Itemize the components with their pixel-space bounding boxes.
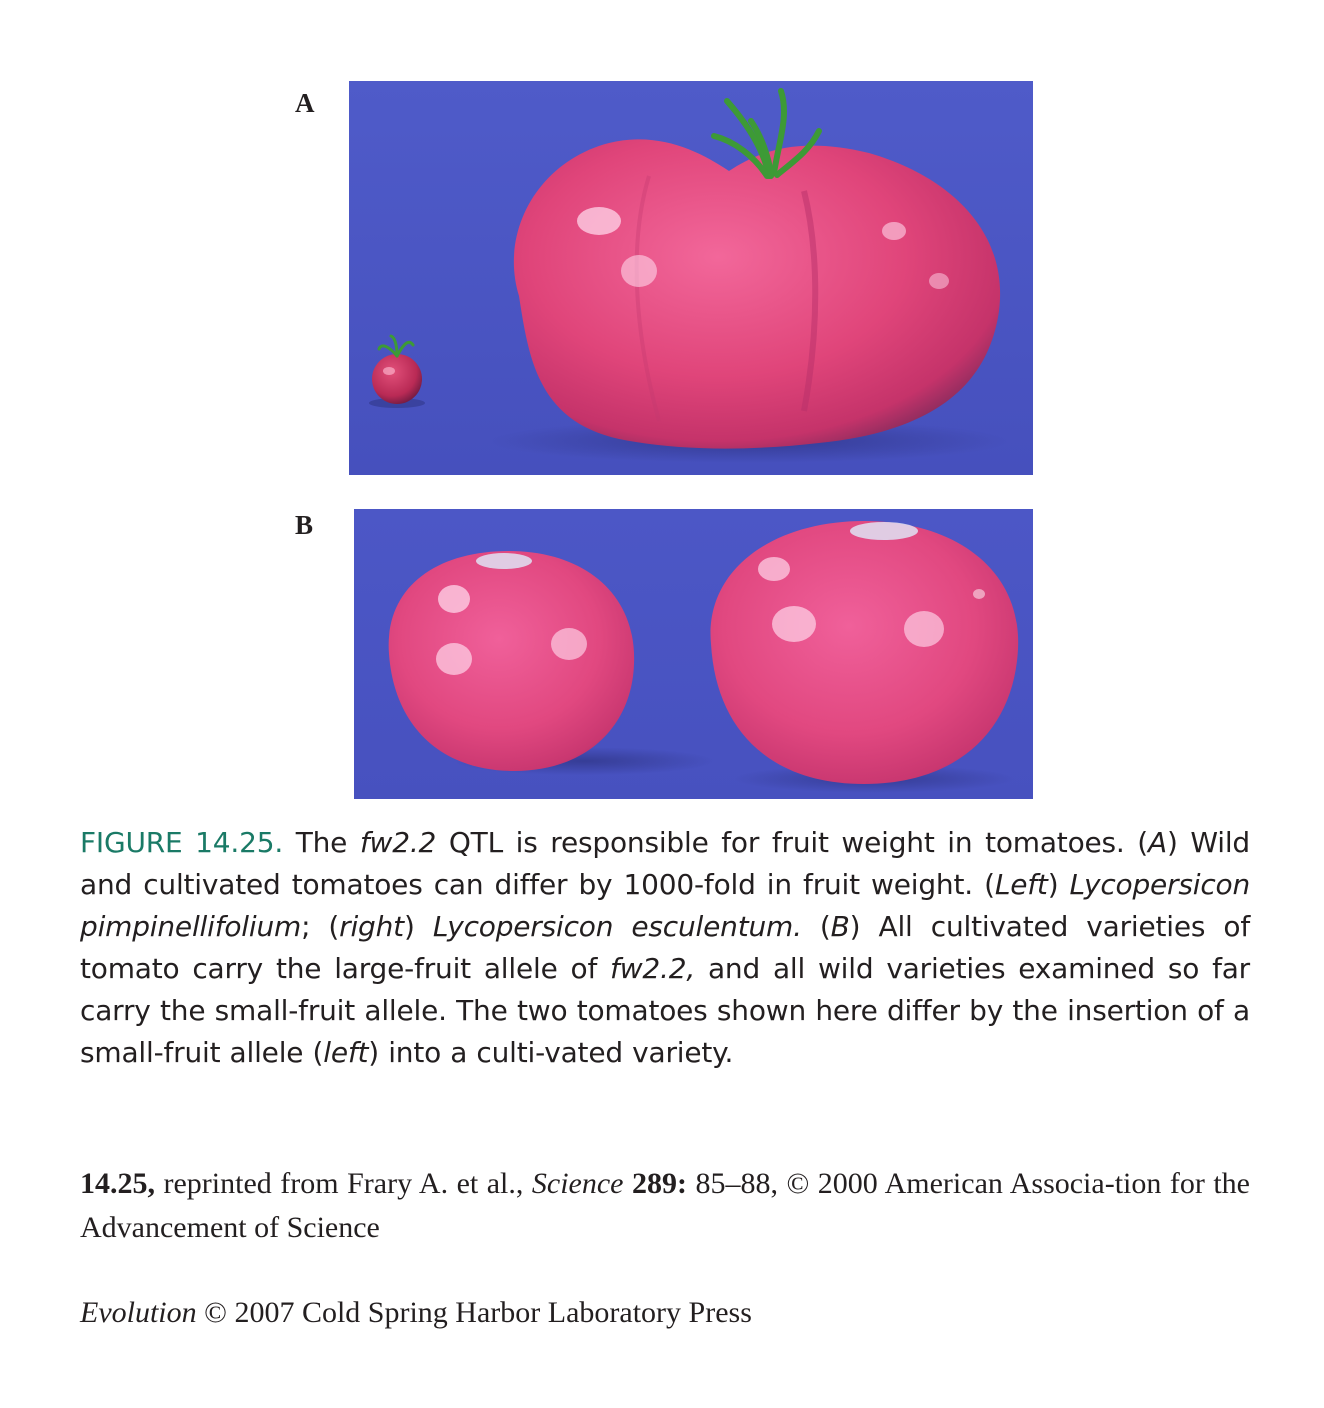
panel-a-label: A <box>295 88 315 118</box>
caption-text: ) into a culti-vated variety. <box>368 1036 734 1069</box>
position-ref: right <box>339 910 404 943</box>
species-name: Lycopersicon esculentum. <box>432 910 802 943</box>
copyright-footer <box>80 1293 752 1333</box>
caption-text: ) All cultivated varieties of tomato carry the large-fruit allele of <box>80 910 1250 985</box>
caption-text: ) <box>403 910 433 943</box>
left-tomato <box>389 551 634 771</box>
book-title: Evolution <box>80 1296 197 1329</box>
image-credit <box>80 1162 1250 1250</box>
footer-text: © 2007 Cold Spring Harbor Laboratory Press <box>196 1296 752 1329</box>
caption-text: ) <box>1047 868 1070 901</box>
panel-b-photo <box>354 509 1033 799</box>
caption-text: ( <box>801 910 831 943</box>
journal-volume: 289: <box>623 1167 687 1200</box>
panel-ref: B <box>830 910 850 943</box>
panel-b-label: B <box>295 510 314 540</box>
credit-text: reprinted from Frary A. et al., <box>155 1167 532 1200</box>
position-ref: left <box>323 1036 369 1069</box>
position-ref: Left <box>994 868 1048 901</box>
species-name: Lycopersicon pimpinellifolium <box>80 868 1250 943</box>
caption-text: and all wild varieties examined so far carry the small-fruit allele. The two tomatoes shown here differ by the insertion of a small-fruit allele ( <box>80 952 1250 1069</box>
caption-text: ) Wild and cultivated tomatoes can differ by 1000-fold in fruit weight. ( <box>80 826 1250 901</box>
caption-text: ; ( <box>301 910 340 943</box>
journal-name: Science <box>531 1167 624 1200</box>
figure-caption <box>80 822 1250 1074</box>
caption-text: The <box>283 826 360 859</box>
figure-number: FIGURE 14.25. <box>80 826 284 859</box>
credit-text: 85–88, © 2000 American Associa-tion for the Advancement of Science <box>80 1167 1250 1244</box>
credit-figure-ref: 14.25, <box>80 1167 155 1200</box>
gene-name: fw2.2, <box>610 952 696 985</box>
caption-text: QTL is responsible for fruit weight in tomatoes. ( <box>436 826 1149 859</box>
gene-name: fw2.2 <box>359 826 437 859</box>
panel-a-photo <box>349 81 1033 475</box>
right-tomato <box>711 521 1019 784</box>
panel-ref: A <box>1148 826 1167 859</box>
